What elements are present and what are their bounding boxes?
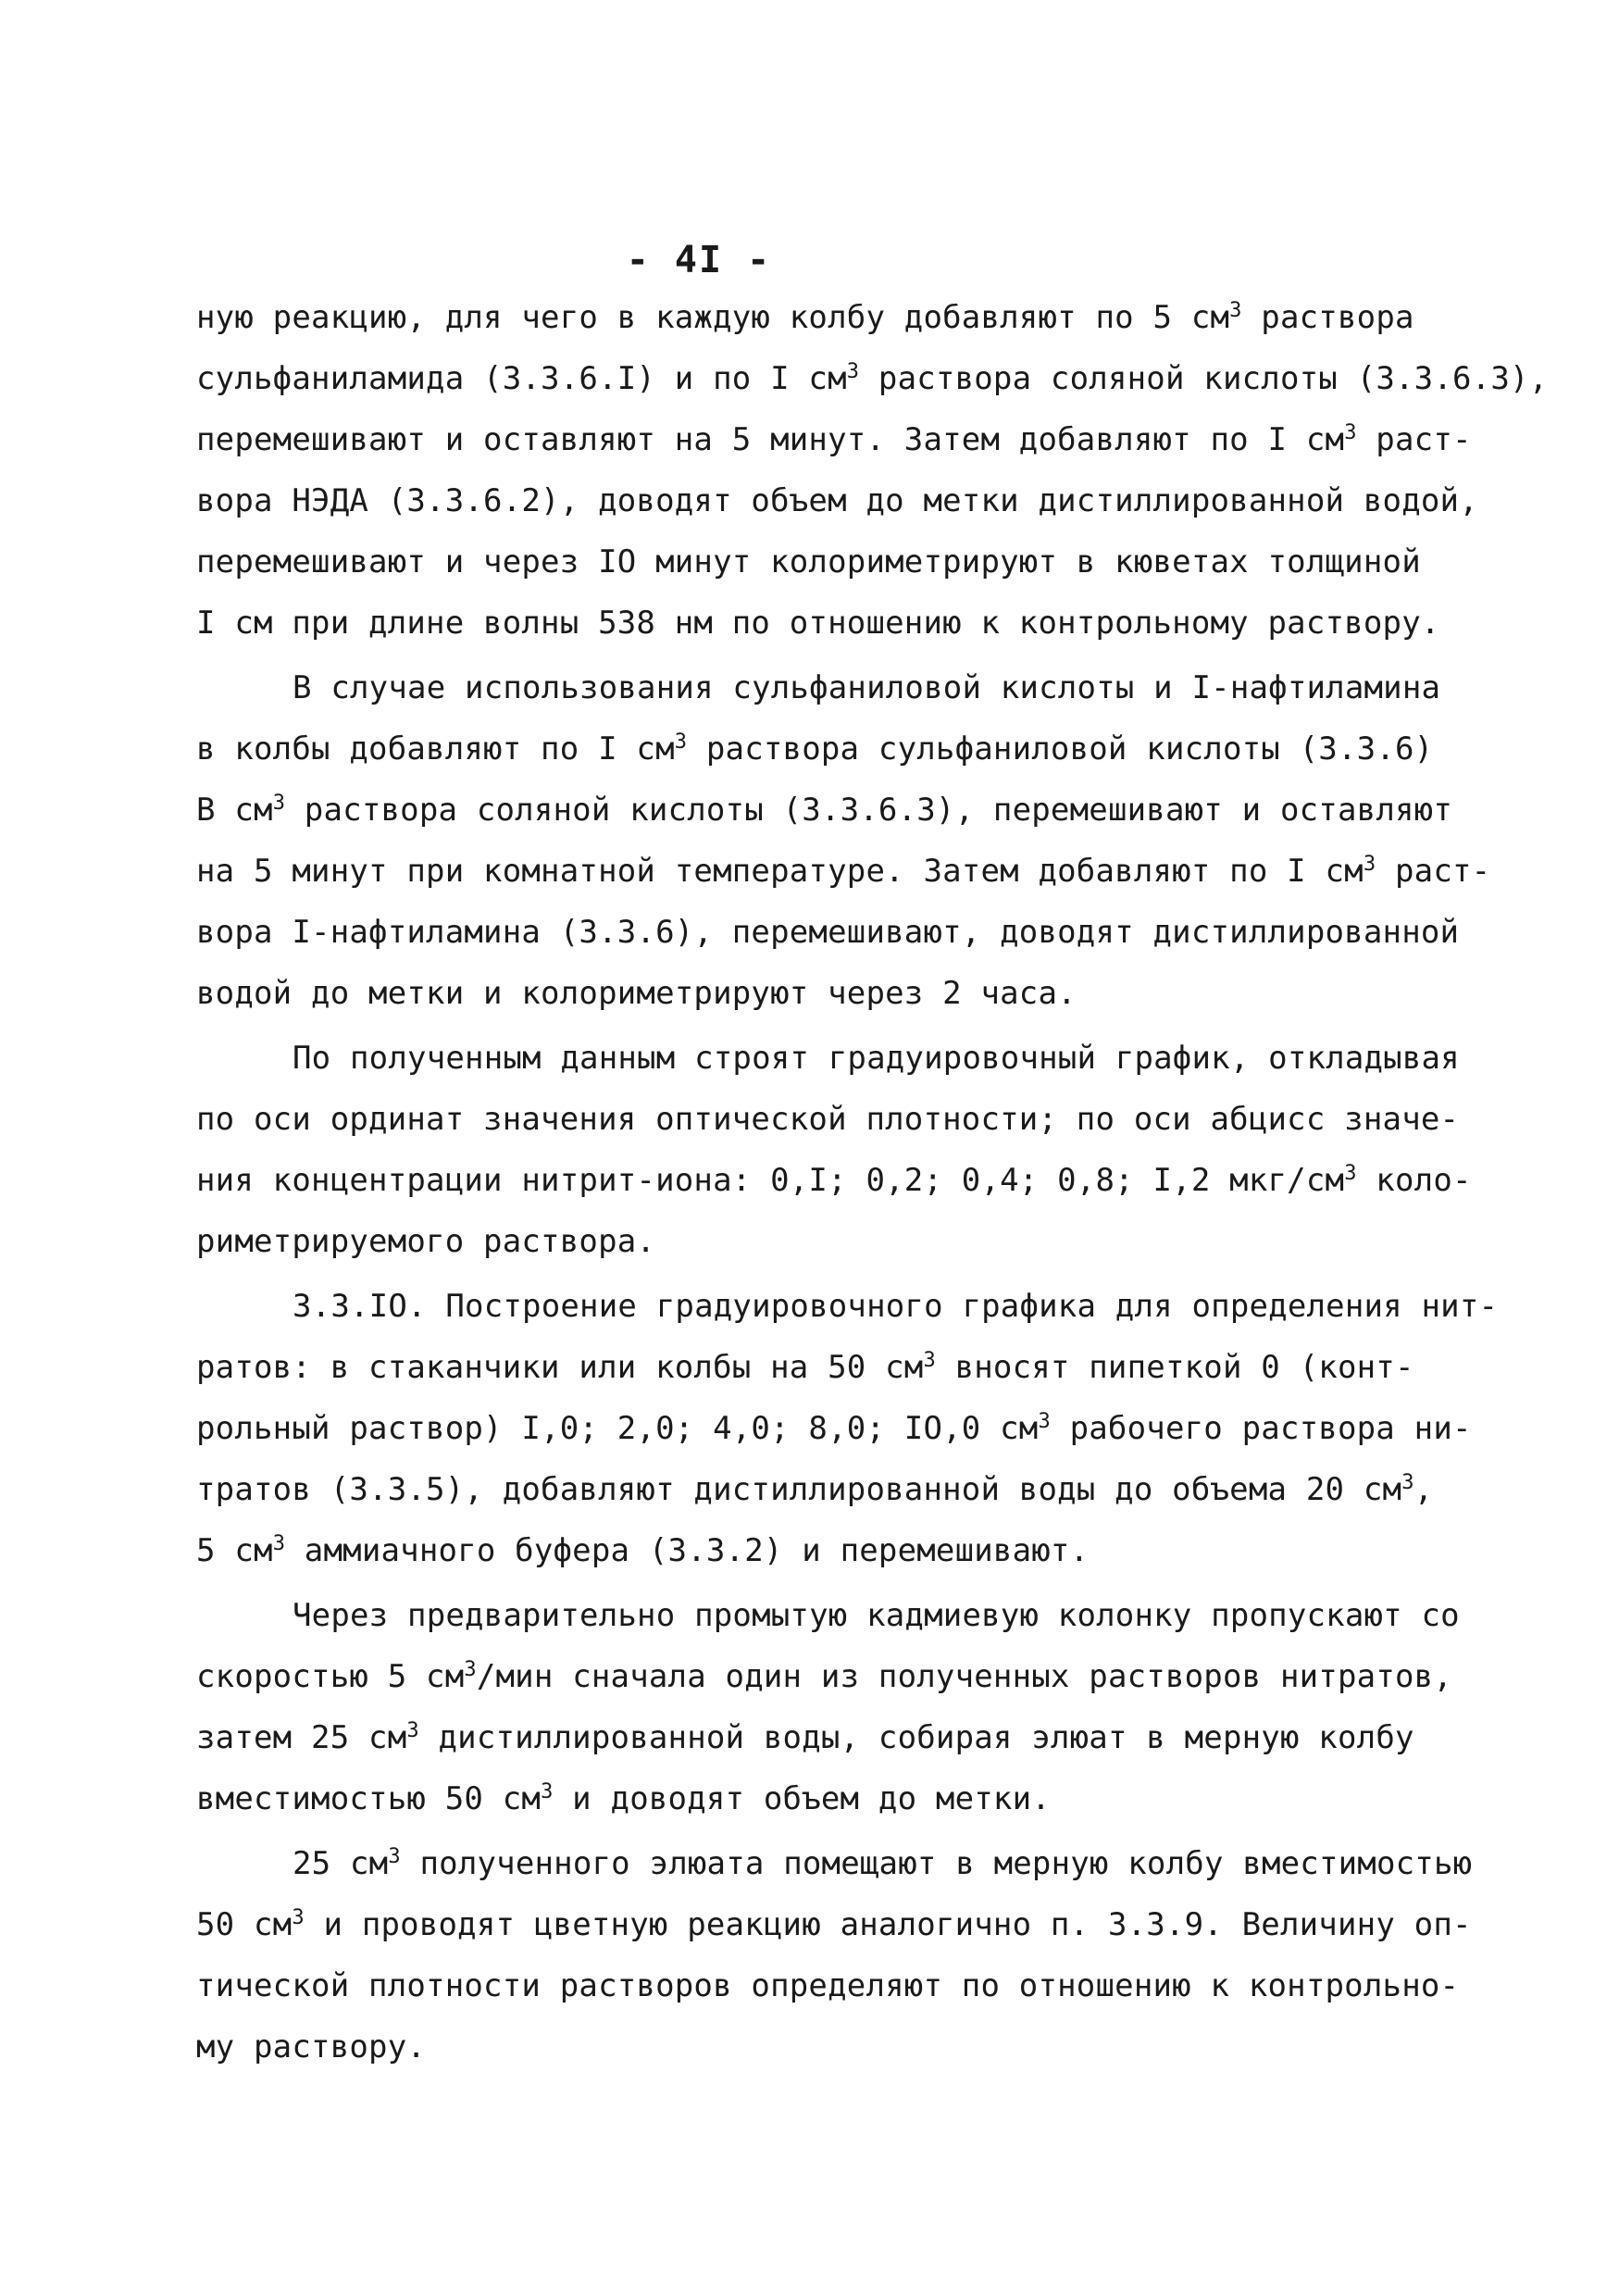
text-run: перемешивают и оставляют на 5 минут. Затем добавляют по I см	[196, 421, 1345, 458]
text-line	[196, 2016, 1520, 2078]
text-run: полученного элюата помещают в мерную колбу вместимостью	[400, 1845, 1473, 1882]
text-line	[196, 902, 1520, 963]
body-text	[196, 287, 1549, 2078]
text-run: раст-	[1356, 421, 1472, 458]
text-run: тратов (3.3.5), добавляют дистиллированной воды до объема 20 см	[196, 1471, 1402, 1508]
text-run: и доводят объем до метки.	[553, 1780, 1051, 1817]
superscript: 3	[846, 360, 860, 383]
text-line	[196, 409, 1520, 470]
text-line	[196, 531, 1520, 593]
text-run: вора I-нафтиламина (3.3.6), перемешивают, доводят дистиллированной	[196, 914, 1460, 951]
paragraph-first-line	[196, 1276, 1520, 1337]
text-line	[196, 1768, 1520, 1829]
text-line	[196, 1646, 1520, 1707]
text-run: 3.3.IO. Построение градуировочного графика для определения нит-	[293, 1288, 1499, 1325]
paragraph-first-line	[196, 657, 1520, 718]
text-run: раст-	[1376, 853, 1491, 890]
superscript: 3	[1229, 299, 1242, 322]
text-run: вора НЭДА (3.3.6.2), доводят объем до метки дистиллированной водой,	[196, 482, 1478, 519]
superscript: 3	[272, 792, 286, 815]
text-line	[196, 348, 1549, 409]
superscript: 3	[464, 1658, 477, 1681]
text-run: раствора	[1241, 299, 1414, 336]
text-run: затем 25 см	[196, 1719, 407, 1756]
superscript: 3	[1038, 1410, 1051, 1433]
text-run: 5 см	[196, 1532, 273, 1569]
superscript: 3	[1344, 1162, 1357, 1185]
text-run: 50 см	[196, 1906, 293, 1943]
text-run: /мин сначала один из полученных растворов нитратов,	[476, 1658, 1452, 1695]
paragraph-first-line	[196, 1028, 1520, 1089]
text-run: ,	[1414, 1471, 1434, 1508]
text-line	[196, 1337, 1520, 1398]
text-line	[196, 1089, 1520, 1150]
superscript: 3	[1344, 421, 1357, 444]
text-run: рабочего раствора ни-	[1050, 1410, 1472, 1447]
text-line	[196, 963, 1520, 1024]
text-line	[196, 1520, 1520, 1581]
paragraph-first-line	[196, 1833, 1520, 1894]
text-run: вносят пипеткой 0 (конт-	[935, 1349, 1414, 1386]
text-run: в колбы добавляют по I см	[196, 730, 675, 767]
text-line	[196, 1211, 1520, 1272]
superscript: 3	[388, 1845, 401, 1868]
superscript: 3	[1363, 853, 1376, 876]
text-run: В см	[196, 792, 273, 829]
text-run: тической плотности растворов определяют по отношению к контрольно-	[196, 1967, 1460, 2004]
text-run: ратов: в стаканчики или колбы на 50 см	[196, 1349, 924, 1386]
text-run: раствора сульфаниловой кислоты (3.3.6)	[687, 730, 1434, 767]
page-number: - 4I -	[626, 239, 772, 281]
text-run: дистиллированной воды, собирая элюат в мерную колбу	[418, 1719, 1414, 1756]
text-line	[196, 718, 1520, 780]
text-run: му раствору.	[196, 2028, 427, 2065]
text-run: ную реакцию, для чего в каждую колбу добавляют по 5 см	[196, 299, 1230, 336]
superscript: 3	[541, 1780, 554, 1803]
text-line	[196, 1894, 1520, 1955]
text-run: раствора соляной кислоты (3.3.6.3), перемешивают и оставляют	[285, 792, 1452, 829]
text-run: перемешивают и через IO минут колориметрируют в кюветах толщиной	[196, 543, 1421, 580]
text-line	[196, 1707, 1520, 1768]
text-line	[196, 1150, 1520, 1211]
text-run: рольный раствор) I,0; 2,0; 4,0; 8,0; IO,0 см	[196, 1410, 1039, 1447]
text-line	[196, 470, 1520, 531]
text-run: ния концентрации нитрит-иона: 0,I; 0,2; 0,4; 0,8; I,2 мкг/см	[196, 1162, 1345, 1199]
text-run: риметрируемого раствора.	[196, 1223, 656, 1260]
text-run: сульфаниламида (3.3.6.I) и по I см	[196, 360, 847, 397]
text-run: аммиачного буфера (3.3.2) и перемешивают.	[285, 1532, 1090, 1569]
superscript: 3	[1401, 1471, 1414, 1494]
text-run: скоростью 5 см	[196, 1658, 465, 1695]
text-run: Через предварительно промытую кадмиевую колонку пропускают со	[293, 1597, 1460, 1634]
text-run: 25 см	[293, 1845, 389, 1882]
text-run: В случае использования сульфаниловой кислоты и I-нафтиламина	[293, 669, 1441, 706]
text-run: I см при длине волны 538 нм по отношению к контрольному раствору.	[196, 605, 1440, 642]
text-run: По полученным данным строят градуировочный график, откладывая	[293, 1040, 1460, 1077]
text-run: по оси ординат значения оптической плотности; по оси абцисс значе-	[196, 1101, 1460, 1138]
paragraph-first-line	[196, 1585, 1520, 1646]
text-run: коло-	[1356, 1162, 1472, 1199]
text-run: на 5 минут при комнатной температуре. Затем добавляют по I см	[196, 853, 1364, 890]
superscript: 3	[406, 1719, 419, 1742]
text-run: водой до метки и колориметрируют через 2 часа.	[196, 975, 1077, 1012]
text-line	[196, 287, 1520, 348]
text-line	[196, 1398, 1520, 1459]
text-line	[196, 1955, 1520, 2016]
text-run: вместимостью 50 см	[196, 1780, 542, 1817]
text-run: и проводят цветную реакцию аналогично п. 3.3.9. Величину оп-	[304, 1906, 1472, 1943]
text-line	[196, 1459, 1520, 1520]
superscript: 3	[292, 1906, 305, 1929]
text-line	[196, 780, 1520, 841]
text-line	[196, 593, 1520, 654]
text-run: раствора соляной кислоты (3.3.6.3),	[859, 360, 1549, 397]
superscript: 3	[923, 1349, 936, 1372]
text-line	[196, 841, 1520, 902]
superscript: 3	[272, 1532, 286, 1555]
superscript: 3	[674, 730, 688, 754]
